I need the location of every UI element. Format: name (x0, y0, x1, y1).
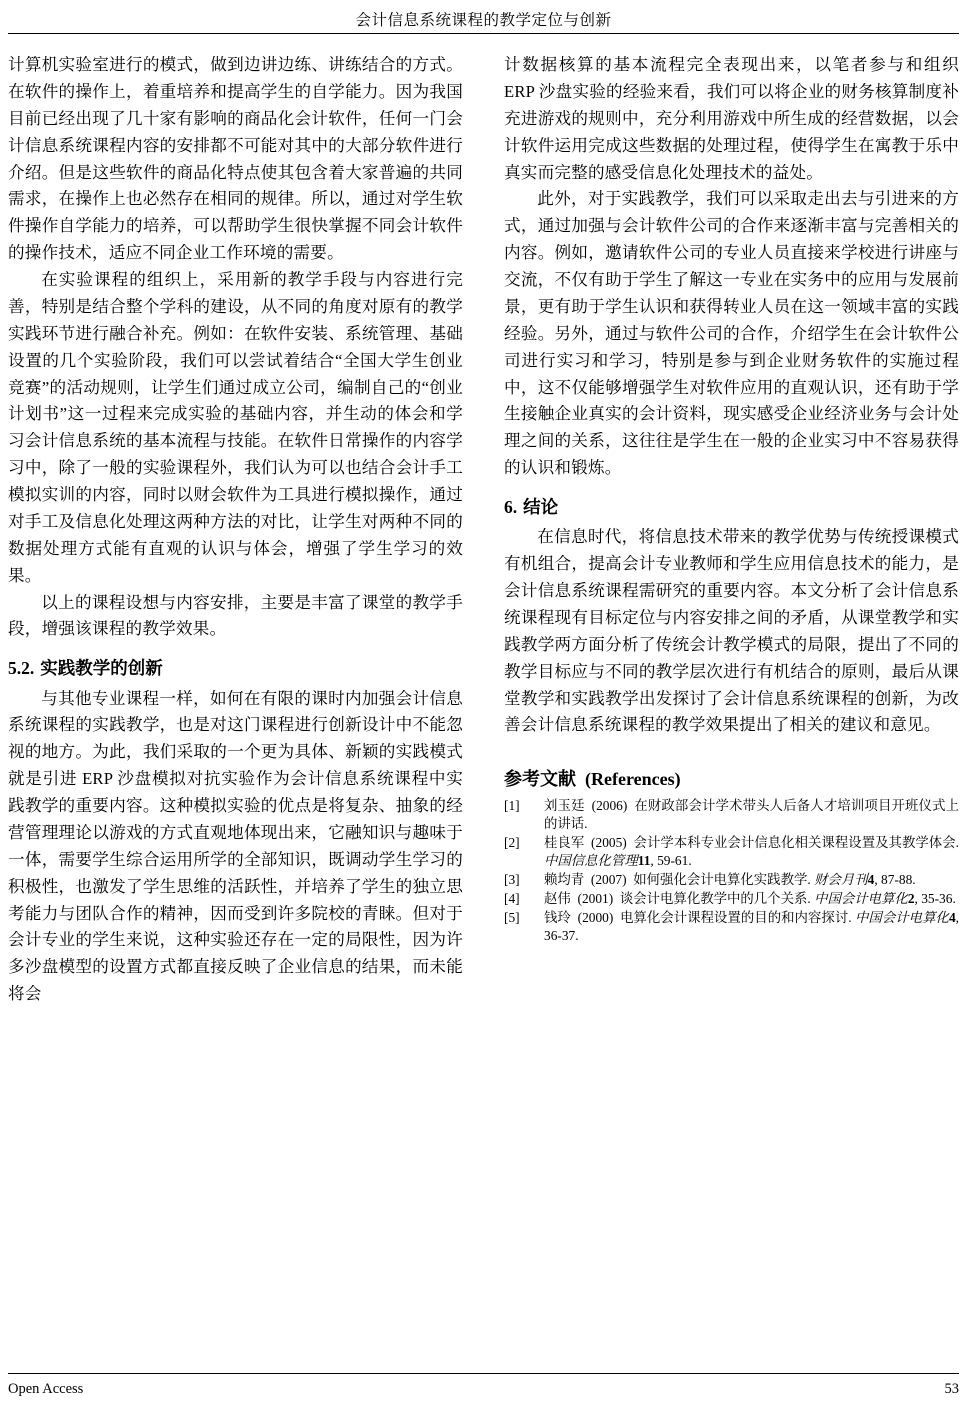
reference-source: 中国会计电算化 (814, 891, 908, 907)
reference-author: 赖均青 (544, 872, 585, 888)
reference-author: 赵伟 (544, 891, 571, 907)
references-heading-en: (References) (585, 769, 681, 790)
header-divider (8, 33, 959, 34)
reference-title: 在财政部会计学术带头人后备人才培训项目开班仪式上的讲话. (544, 798, 960, 832)
section-title: 实践教学的创新 (40, 658, 163, 679)
reference-year: (2006) (591, 798, 628, 814)
reference-volume: 4 (867, 872, 875, 888)
body-columns (8, 52, 959, 1352)
reference-title: 电算化会计课程设置的目的和内容探讨. (620, 909, 852, 925)
references-heading (504, 765, 959, 791)
reference-year: (2000) (577, 909, 614, 925)
reference-pages: , 35-36. (914, 891, 956, 907)
reference-title: 谈会计电算化教学中的几个关系. (619, 891, 811, 907)
section-heading-6 (504, 494, 959, 520)
section-number: 6. (504, 497, 518, 517)
reference-title: 会计学本科专业会计信息化相关课程设置及其教学体会. (633, 835, 959, 851)
list-item (504, 909, 959, 945)
reference-year: (2007) (590, 872, 627, 888)
reference-source: 中国信息化管理 (544, 853, 638, 869)
list-item (504, 797, 959, 833)
reference-source: 财会月刊 (814, 872, 868, 888)
reference-volume: 11 (637, 853, 651, 869)
reference-year: (2001) (577, 891, 614, 907)
running-head: 会计信息系统课程的教学定位与创新 (355, 12, 612, 29)
reference-pages: , 36-37. (544, 909, 959, 943)
paragraph: 在实验课程的组织上，采用新的教学手段与内容进行完善，特别是结合整个学科的建设，从不同的角度对原有的教学实践环节进行融合补充。例如：在软件安装、系统管理、基础设置的几个实验阶段，我们可以尝试着结合“全国大学生创业竞赛”的活动规则，让学生们通过成立公司，编制自己的“创业计划书”这一过程来完成实验的基础内容，并生动的体会和学习会计信息系统的基本流程与技能。在软件日常操作的内容学习中，除了一般的实验课程外，我们认为可以也结合会计手工模拟实训的内容，同时以财会软件为工具进行模拟操作，通过对手工及信息化处理这两种方法的对比，让学生对两种不同的数据处理方式能有直观的认识与体会，增强了学生学习的效果。 (8, 270, 463, 585)
reference-source: 中国会计电算化 (854, 909, 949, 925)
reference-volume: 4 (948, 909, 956, 925)
reference-pages: , 59-61. (650, 853, 692, 869)
paragraph: 与其他专业课程一样，如何在有限的课时内加强会计信息系统课程的实践教学，也是对这门课程进行创新设计中不能忽视的地方。为此，我们采取的一个更为具体、新颖的实践模式就是引进 ERP 沙盘模拟对抗实验作为会计信息系统课程中实践教学的重要内容。这种模拟实验的优点是将复杂、抽象的经营管理理论以游戏的方式直观地体现出来，它融知识与趣味于一体，需要学生综合运用所学的全部知识，既调动学生学习的积极性，也激发了学生思维的活跃性，并培养了学生的独立思考能力与团队合作的精神，因而受到许多院校的青睐。但对于会计专业的学生来说，这种实验还存在一定的局限性，因为许多沙盘模型的设置方式都直接反映了企业信息的结果，而未能将会 (8, 688, 463, 1004)
reference-author: 刘玉廷 (544, 798, 585, 814)
footer-divider (8, 1373, 959, 1374)
open-access-label: Open Access (8, 1381, 84, 1397)
section-number: 5.2. (8, 658, 35, 679)
page-number: 53 (944, 1381, 959, 1397)
reference-marker: [2] (504, 835, 520, 851)
reference-author: 桂良军 (544, 835, 585, 851)
reference-list (504, 797, 959, 945)
right-column (504, 52, 959, 946)
reference-author: 钱玲 (544, 909, 571, 925)
section-heading-5-2 (8, 655, 463, 681)
reference-marker: [5] (504, 909, 520, 925)
section-title: 结论 (523, 497, 559, 517)
references-heading-cn: 参考文献 (504, 769, 576, 790)
reference-marker: [4] (504, 891, 520, 907)
paragraph: 在信息时代，将信息技术带来的教学优势与传统授课模式有机组合，提高会计专业教师和学生应用信息技术的能力，是会计信息系统课程需研究的重要内容。本文分析了会计信息系统课程现有目标定位与内容安排之间的矛盾，从课堂教学和实践教学两方面分析了传统会计教学模式的局限，提出了不同的教学目标应与不同的教学层次进行有机结合的原则，最后从课堂教学和实践教学出发探讨了会计信息系统课程的创新，为改善会计信息系统课程的教学效果提出了相关的建议和意见。 (504, 527, 959, 735)
list-item (504, 871, 959, 889)
paragraph: 此外，对于实践教学，我们可以采取走出去与引进来的方式，通过加强与会计软件公司的合作来逐渐丰富与完善相关的内容。例如，邀请软件公司的专业人员直接来学校进行讲座与交流，不仅有助于学生了解这一专业在实务中的应用与发展前景，更有助于学生认识和获得转业人员在这一领域丰富的实践经验。另外，通过与软件公司的合作，介绍学生在会计软件公司进行实习和学习，特别是参与到企业财务软件的实施过程中，这不仅能够增强学生对软件应用的直观认识，还有助于学生接触企业真实的会计资料，现实感受企业经济业务与会计处理之间的关系，这往往是学生在一般的企业实习中不容易获得的认识和锻炼。 (504, 189, 959, 478)
reference-volume: 2 (907, 891, 915, 907)
reference-year: (2005) (591, 835, 627, 851)
left-column (8, 52, 463, 1008)
reference-pages: , 87-88. (874, 872, 916, 888)
paragraph: 计算机实验室进行的模式，做到边讲边练、讲练结合的方式。在软件的操作上，着重培养和提高学生的自学能力。因为我国目前已经出现了几十家有影响的商品化会计软件，任何一门会计信息系统课程内容的安排都不可能对其中的大部分软件进行介绍。但是这些软件的商品化特点使其包含着大家普遍的共同需求，在操作上也必然存在相同的规律。所以，通过对学生软件操作自学能力的培养，可以帮助学生很快掌握不同会计软件的操作技术，适应不同企业工作环境的需要。 (8, 55, 463, 263)
list-item (504, 890, 959, 908)
reference-title: 如何强化会计电算化实践教学. (633, 872, 811, 888)
paragraph: 计数据核算的基本流程完全表现出来，以笔者参与和组织 ERP 沙盘实验的经验来看，我们可以将企业的财务核算制度补充进游戏的规则中，充分利用游戏中所生成的经营数据，以会计软件运用完成这些数据的处理过程，使得学生在寓教于乐中真实而完整的感受信息化处理技术的益处。 (504, 55, 959, 182)
reference-marker: [1] (504, 798, 520, 814)
list-item (504, 834, 959, 870)
paragraph: 以上的课程设想与内容安排，主要是丰富了课堂的教学手段，增强该课程的教学效果。 (8, 592, 463, 639)
reference-marker: [3] (504, 872, 520, 888)
